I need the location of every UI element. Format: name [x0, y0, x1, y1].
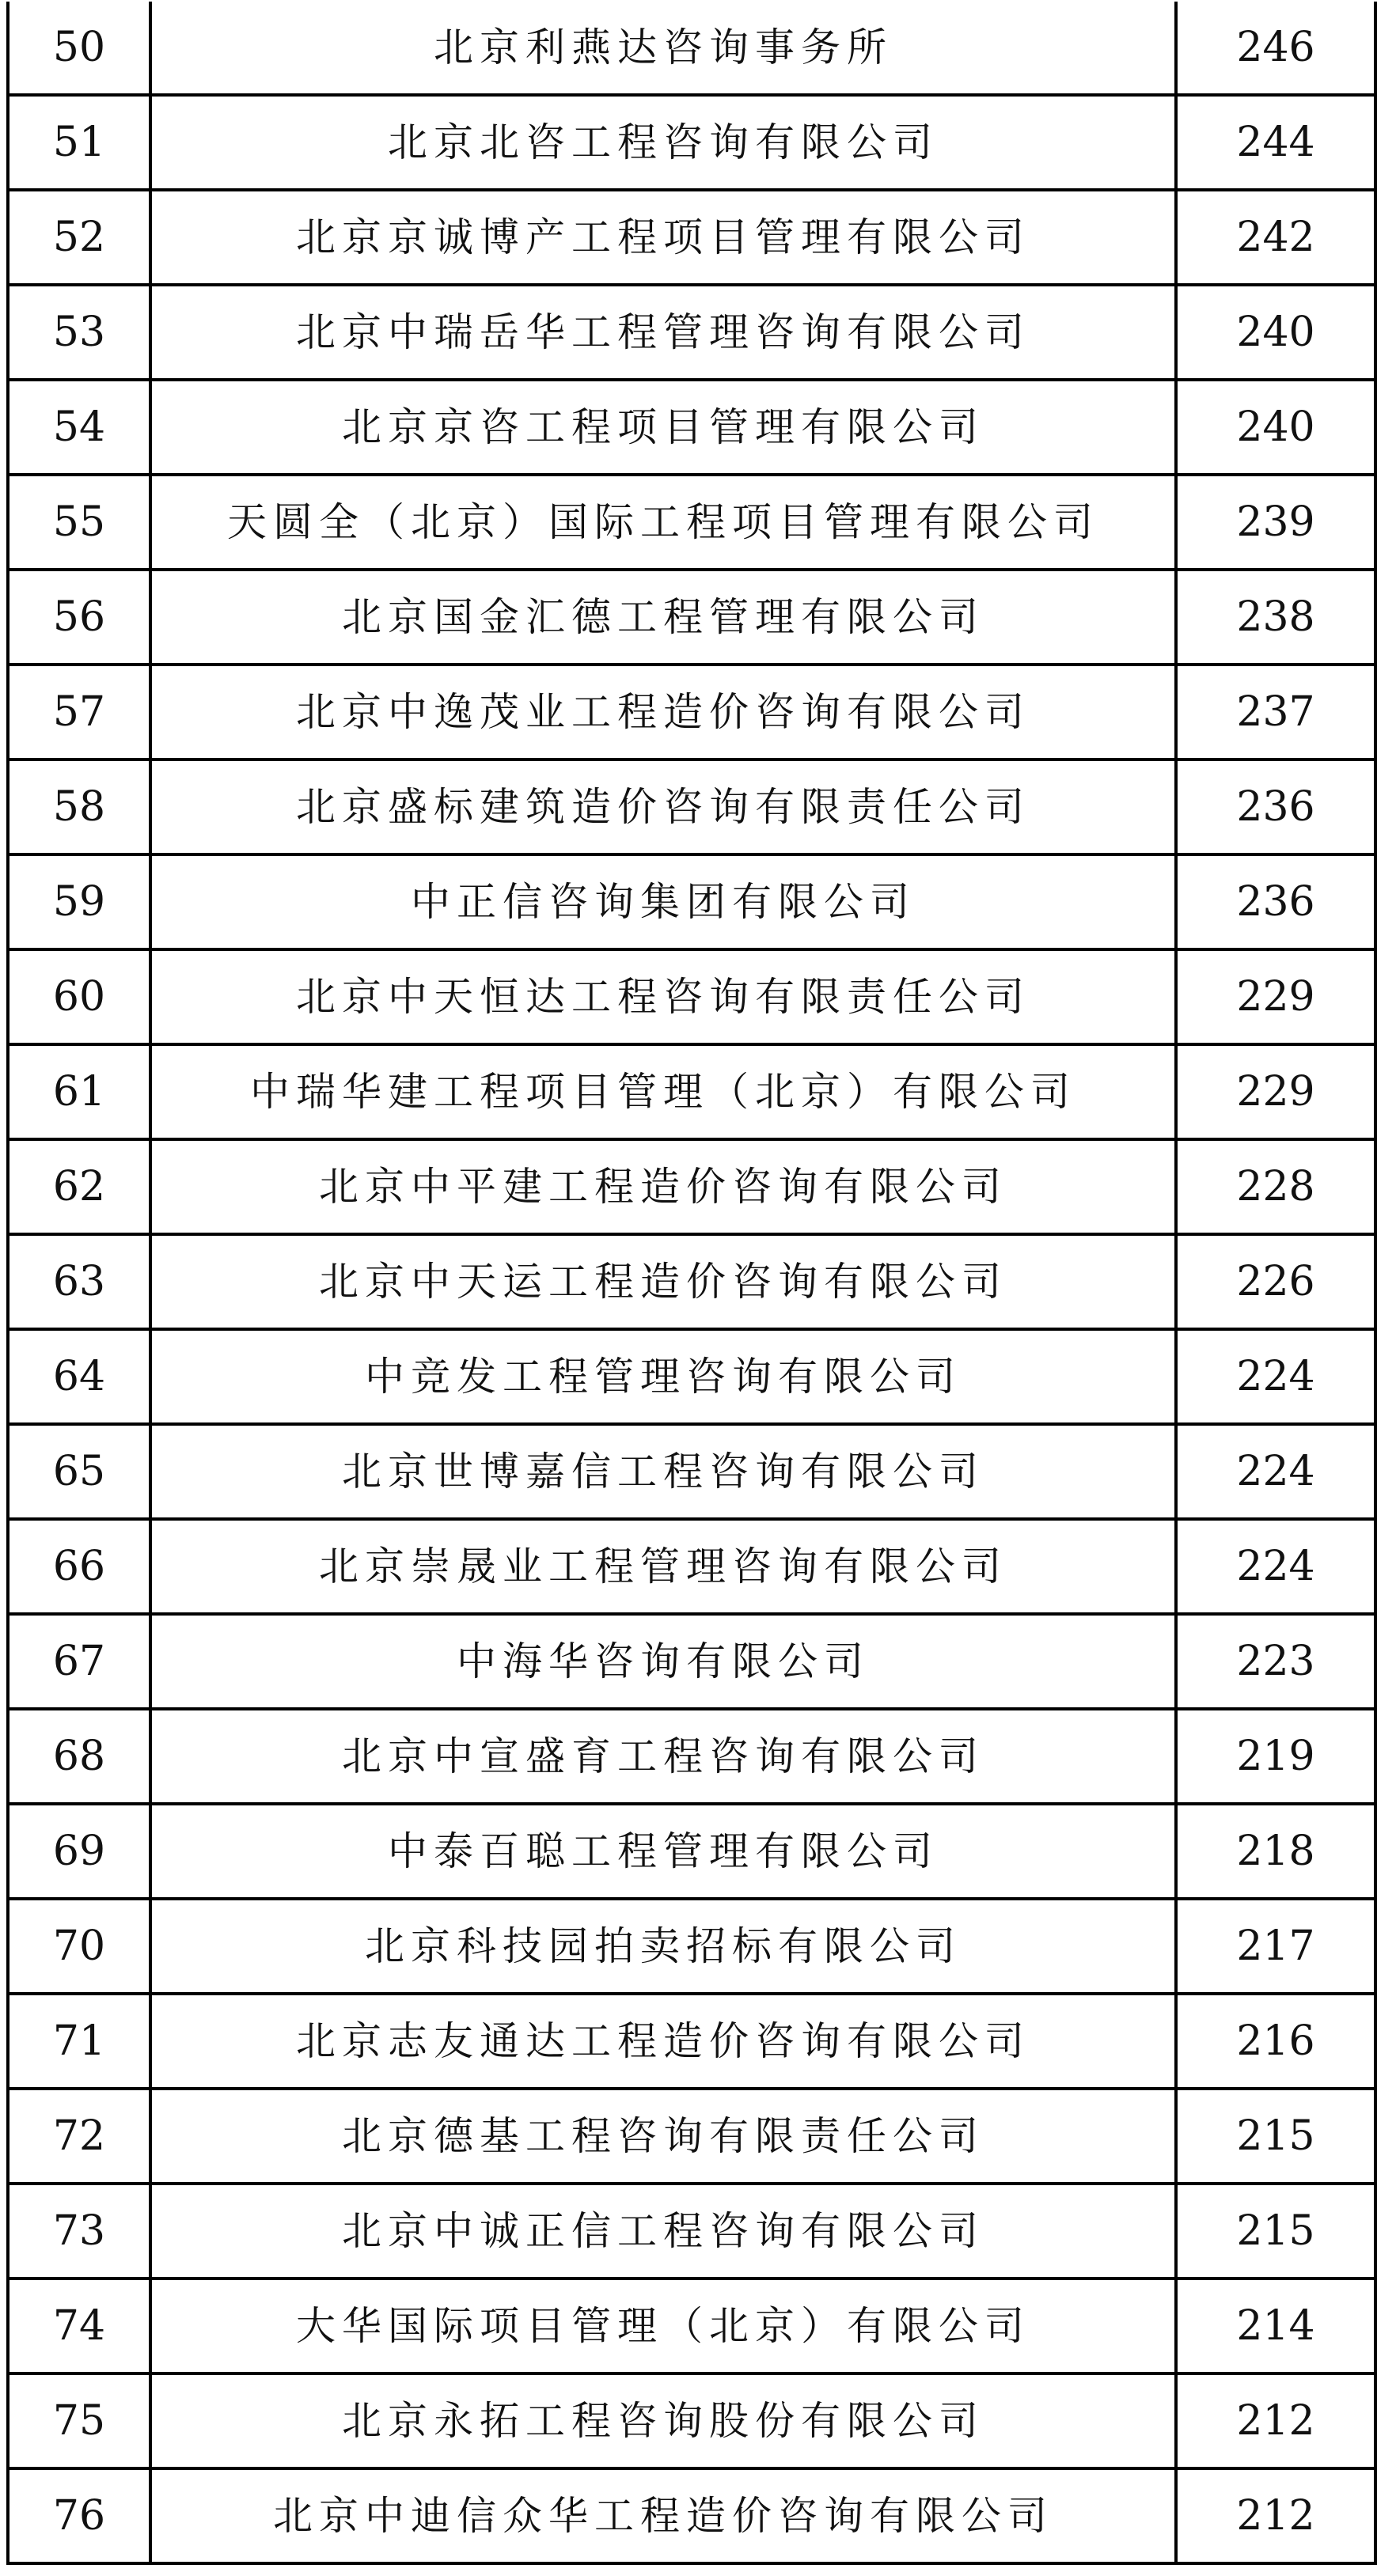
- rank-cell: 58: [8, 760, 150, 854]
- score-cell: 238: [1176, 570, 1375, 665]
- score-cell: 219: [1176, 1709, 1375, 1804]
- company-name-cell: 北京盛标建筑造价咨询有限责任公司: [150, 760, 1176, 854]
- company-name-cell: 天圆全（北京）国际工程项目管理有限公司: [150, 475, 1176, 570]
- score-cell: 216: [1176, 1994, 1375, 2089]
- rank-cell: 71: [8, 1994, 150, 2089]
- score-cell: 215: [1176, 2089, 1375, 2184]
- rank-cell: 57: [8, 665, 150, 760]
- rank-cell: 72: [8, 2089, 150, 2184]
- company-name-cell: 北京科技园拍卖招标有限公司: [150, 1899, 1176, 1994]
- table-row: [8, 1329, 1375, 1424]
- company-name-cell: 中竞发工程管理咨询有限公司: [150, 1329, 1176, 1424]
- rank-cell: 68: [8, 1709, 150, 1804]
- company-name-cell: 北京中瑞岳华工程管理咨询有限公司: [150, 285, 1176, 380]
- score-cell: 237: [1176, 665, 1375, 760]
- rank-cell: 56: [8, 570, 150, 665]
- table-row: [8, 1139, 1375, 1234]
- rank-cell: 67: [8, 1614, 150, 1709]
- company-name-cell: 中泰百聪工程管理有限公司: [150, 1804, 1176, 1899]
- company-name-cell: 北京志友通达工程造价咨询有限公司: [150, 1994, 1176, 2089]
- company-name-cell: 北京国金汇德工程管理有限公司: [150, 570, 1176, 665]
- company-name-cell: 北京中诚正信工程咨询有限公司: [150, 2184, 1176, 2279]
- table-row: [8, 1614, 1375, 1709]
- company-name-cell: 北京京咨工程项目管理有限公司: [150, 380, 1176, 475]
- score-cell: 217: [1176, 1899, 1375, 1994]
- score-cell: 226: [1176, 1234, 1375, 1329]
- company-name-cell: 大华国际项目管理（北京）有限公司: [150, 2279, 1176, 2373]
- table-row: [8, 1709, 1375, 1804]
- company-name-cell: 北京中天运工程造价咨询有限公司: [150, 1234, 1176, 1329]
- table-row: [8, 2089, 1375, 2184]
- table-row: [8, 1519, 1375, 1614]
- score-cell: 224: [1176, 1424, 1375, 1519]
- company-name-cell: 北京永拓工程咨询股份有限公司: [150, 2373, 1176, 2468]
- table-row: [8, 1994, 1375, 2089]
- ranking-table-body: [8, 2, 1375, 2563]
- company-name-cell: 北京北咨工程咨询有限公司: [150, 95, 1176, 190]
- score-cell: 244: [1176, 95, 1375, 190]
- table-row: [8, 95, 1375, 190]
- company-name-cell: 北京中迪信众华工程造价咨询有限公司: [150, 2468, 1176, 2563]
- rank-cell: 76: [8, 2468, 150, 2563]
- table-row: [8, 475, 1375, 570]
- rank-cell: 59: [8, 854, 150, 949]
- score-cell: 236: [1176, 760, 1375, 854]
- company-name-cell: 中正信咨询集团有限公司: [150, 854, 1176, 949]
- rank-cell: 50: [8, 2, 150, 95]
- company-name-cell: 北京中宣盛育工程咨询有限公司: [150, 1709, 1176, 1804]
- score-cell: 242: [1176, 190, 1375, 285]
- score-cell: 214: [1176, 2279, 1375, 2373]
- company-name-cell: 北京世博嘉信工程咨询有限公司: [150, 1424, 1176, 1519]
- company-name-cell: 北京中平建工程造价咨询有限公司: [150, 1139, 1176, 1234]
- rank-cell: 75: [8, 2373, 150, 2468]
- score-cell: 229: [1176, 1044, 1375, 1139]
- rank-cell: 61: [8, 1044, 150, 1139]
- company-name-cell: 北京京诚博产工程项目管理有限公司: [150, 190, 1176, 285]
- company-name-cell: 北京利燕达咨询事务所: [150, 2, 1176, 95]
- table-row: [8, 285, 1375, 380]
- rank-cell: 55: [8, 475, 150, 570]
- company-name-cell: 中海华咨询有限公司: [150, 1614, 1176, 1709]
- rank-cell: 63: [8, 1234, 150, 1329]
- rank-cell: 60: [8, 949, 150, 1044]
- rank-cell: 74: [8, 2279, 150, 2373]
- table-row: [8, 570, 1375, 665]
- table-row: [8, 760, 1375, 854]
- company-name-cell: 北京德基工程咨询有限责任公司: [150, 2089, 1176, 2184]
- score-cell: 229: [1176, 949, 1375, 1044]
- score-cell: 212: [1176, 2468, 1375, 2563]
- table-row: [8, 1234, 1375, 1329]
- table-row: [8, 190, 1375, 285]
- score-cell: 240: [1176, 285, 1375, 380]
- table-row: [8, 1424, 1375, 1519]
- table-row: [8, 380, 1375, 475]
- score-cell: 218: [1176, 1804, 1375, 1899]
- company-name-cell: 中瑞华建工程项目管理（北京）有限公司: [150, 1044, 1176, 1139]
- rank-cell: 53: [8, 285, 150, 380]
- score-cell: 236: [1176, 854, 1375, 949]
- table-row: [8, 2468, 1375, 2563]
- score-cell: 246: [1176, 2, 1375, 95]
- score-cell: 224: [1176, 1329, 1375, 1424]
- company-name-cell: 北京崇晟业工程管理咨询有限公司: [150, 1519, 1176, 1614]
- score-cell: 228: [1176, 1139, 1375, 1234]
- rank-cell: 66: [8, 1519, 150, 1614]
- company-name-cell: 北京中逸茂业工程造价咨询有限公司: [150, 665, 1176, 760]
- table-row: [8, 2279, 1375, 2373]
- rank-cell: 51: [8, 95, 150, 190]
- ranking-table: [6, 2, 1377, 2565]
- table-row: [8, 665, 1375, 760]
- rank-cell: 70: [8, 1899, 150, 1994]
- table-row: [8, 1044, 1375, 1139]
- rank-cell: 62: [8, 1139, 150, 1234]
- table-row: [8, 854, 1375, 949]
- rank-cell: 69: [8, 1804, 150, 1899]
- rank-cell: 65: [8, 1424, 150, 1519]
- rank-cell: 73: [8, 2184, 150, 2279]
- score-cell: 224: [1176, 1519, 1375, 1614]
- rank-cell: 54: [8, 380, 150, 475]
- score-cell: 240: [1176, 380, 1375, 475]
- company-name-cell: 北京中天恒达工程咨询有限责任公司: [150, 949, 1176, 1044]
- table-row: [8, 2373, 1375, 2468]
- table-row: [8, 1804, 1375, 1899]
- table-row: [8, 949, 1375, 1044]
- table-row: [8, 1899, 1375, 1994]
- score-cell: 223: [1176, 1614, 1375, 1709]
- score-cell: 212: [1176, 2373, 1375, 2468]
- rank-cell: 64: [8, 1329, 150, 1424]
- table-row: [8, 2, 1375, 95]
- rank-cell: 52: [8, 190, 150, 285]
- score-cell: 239: [1176, 475, 1375, 570]
- score-cell: 215: [1176, 2184, 1375, 2279]
- table-row: [8, 2184, 1375, 2279]
